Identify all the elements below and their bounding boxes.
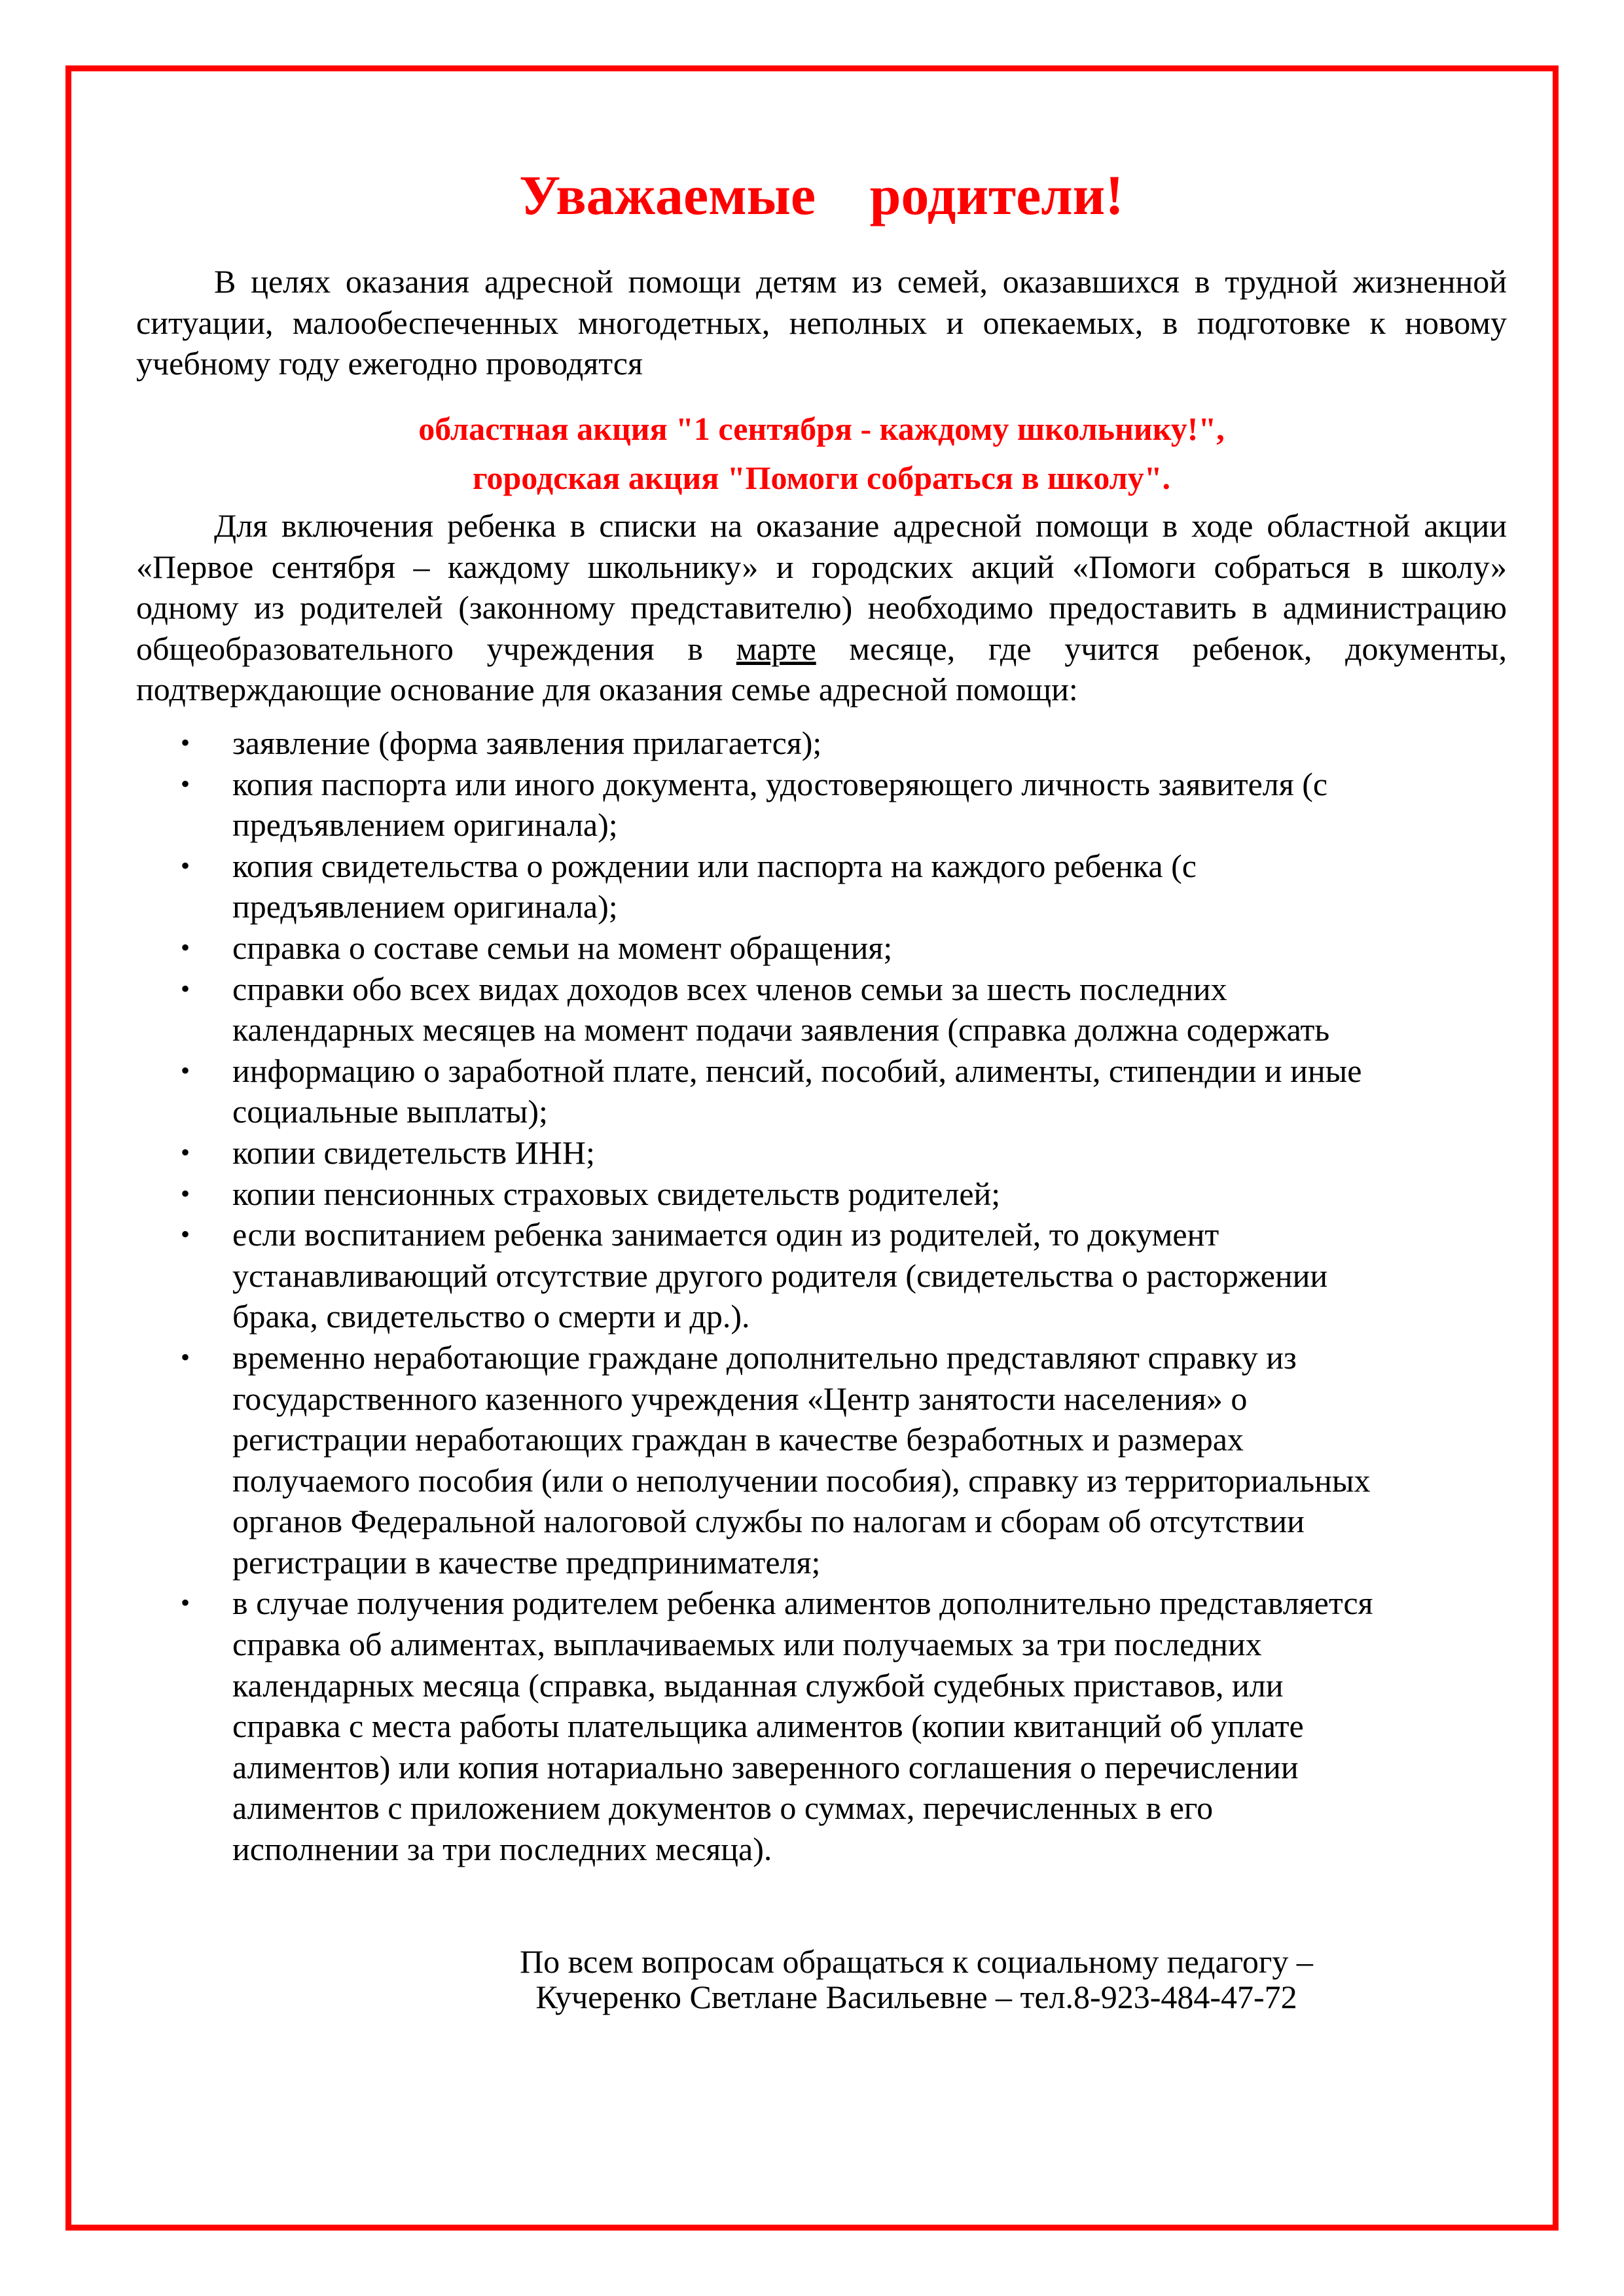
contact-line-2: Кучеренко Светлане Васильевне – тел.8-923-484-47-72 [535, 1979, 1297, 2015]
bullet-icon: • [181, 728, 190, 757]
campaign-city: городская акция "Помоги собраться в школу". [473, 459, 1170, 496]
list-item [136, 927, 1380, 969]
list-item [136, 1337, 1380, 1583]
list-item-text: если воспитанием ребенка занимается один из родителей, то документ устанавливающий отсутствие другого родителя (свидетельства о расторжении брака, свидетельство о смерти и др.). [232, 1216, 1328, 1335]
bullet-icon: • [181, 850, 190, 880]
list-item-text: временно неработающие граждане дополнительно представляют справку из государственного казенного учреждения «Центр занятости населения» о регистрации неработающих граждан в качестве безработных и размерах получаемого пособия (или о неполучении пособия), справку из территориальных органов Федеральной налоговой службы по налогам и сборам об отсутствии регистрации в качестве предпринимателя; [232, 1338, 1371, 1581]
requirements-paragraph [136, 505, 1507, 710]
bullet-icon: • [181, 973, 190, 1003]
list-item-text: информацию о заработной плате, пенсий, пособий, алименты, стипендии и иные социальные выплаты); [232, 1052, 1362, 1130]
list-item [136, 1132, 1380, 1174]
bullet-icon: • [181, 1342, 190, 1372]
intro-text: В целях оказания адресной помощи детям из семей, оказавшихся в трудной жизненной ситуации, малообеспеченных многодетных, неполных и опекаемых, в подготовке к новому учебному году ежегодно проводятся [136, 263, 1507, 382]
contact-line-1: По всем вопросам обращаться к социальному педагогу – [520, 1943, 1313, 1980]
bullet-icon: • [181, 932, 190, 962]
list-item-text: копия свидетельства о рождении или паспорта на каждого ребенка (с предъявлением оригинала); [232, 847, 1197, 925]
list-item-text: в случае получения родителем ребенка алиментов дополнительно представляется справка об алиментах, выплачиваемых или получаемых за три последних календарных месяца (справка, выданная службой судебных приставов, или справка с места работы плательщика алиментов (копии квитанций об уплате алиментов) или копия нотариально заверенного соглашения о перечислении алиментов с приложением документов о суммах, перечисленных в его исполнении за три последних месяца). [232, 1585, 1373, 1868]
list-item [136, 723, 1380, 764]
list-item-text: справки обо всех видах доходов всех членов семьи за шесть последних календарных месяцев на момент подачи заявления (справка должна содержать [232, 970, 1330, 1049]
page-title: Уважаемые родители! [519, 164, 1124, 226]
list-item [136, 1174, 1380, 1215]
list-item [136, 846, 1380, 927]
list-item-text: копия паспорта или иного документа, удостоверяющего личность заявителя (с предъявлением оригинала); [232, 765, 1328, 844]
list-item [136, 1583, 1380, 1869]
requirements-text-part2: месяце, где учится ребенок, документы, подтверждающие основание для оказания семье адресной помощи: [136, 630, 1507, 708]
list-item [136, 1214, 1380, 1337]
intro-paragraph [136, 261, 1507, 384]
bullet-icon: • [181, 1219, 190, 1249]
list-item-text: справка о составе семьи на момент обращения; [232, 929, 893, 966]
contact-block [393, 1944, 1440, 2015]
bullet-icon: • [181, 1178, 190, 1208]
bullet-icon: • [181, 768, 190, 798]
documents-list [136, 723, 1380, 1870]
list-item-text: копии свидетельств ИНН; [232, 1134, 595, 1171]
bullet-icon: • [181, 1137, 190, 1167]
bullet-icon: • [181, 1588, 190, 1618]
list-item-text: копии пенсионных страховых свидетельств родителей; [232, 1175, 1001, 1212]
list-item-text: заявление (форма заявления прилагается); [232, 725, 822, 761]
requirements-text-part1: Для включения ребенка в списки на оказание адресной помощи в ходе областной акции «Первое сентября – каждому школьнику» и городских акций «Помоги собраться в школу» одному из родителей (законному представителю) необходимо предоставить в администрацию общеобразовательного учреждения в [136, 507, 1507, 667]
list-item [136, 764, 1380, 846]
bullet-icon: • [181, 1055, 190, 1085]
month-underlined: марте [736, 630, 816, 667]
list-item [136, 1050, 1380, 1132]
campaign-regional: областная акция "1 сентября - каждому школьнику!", [418, 410, 1225, 447]
list-item [136, 969, 1380, 1050]
